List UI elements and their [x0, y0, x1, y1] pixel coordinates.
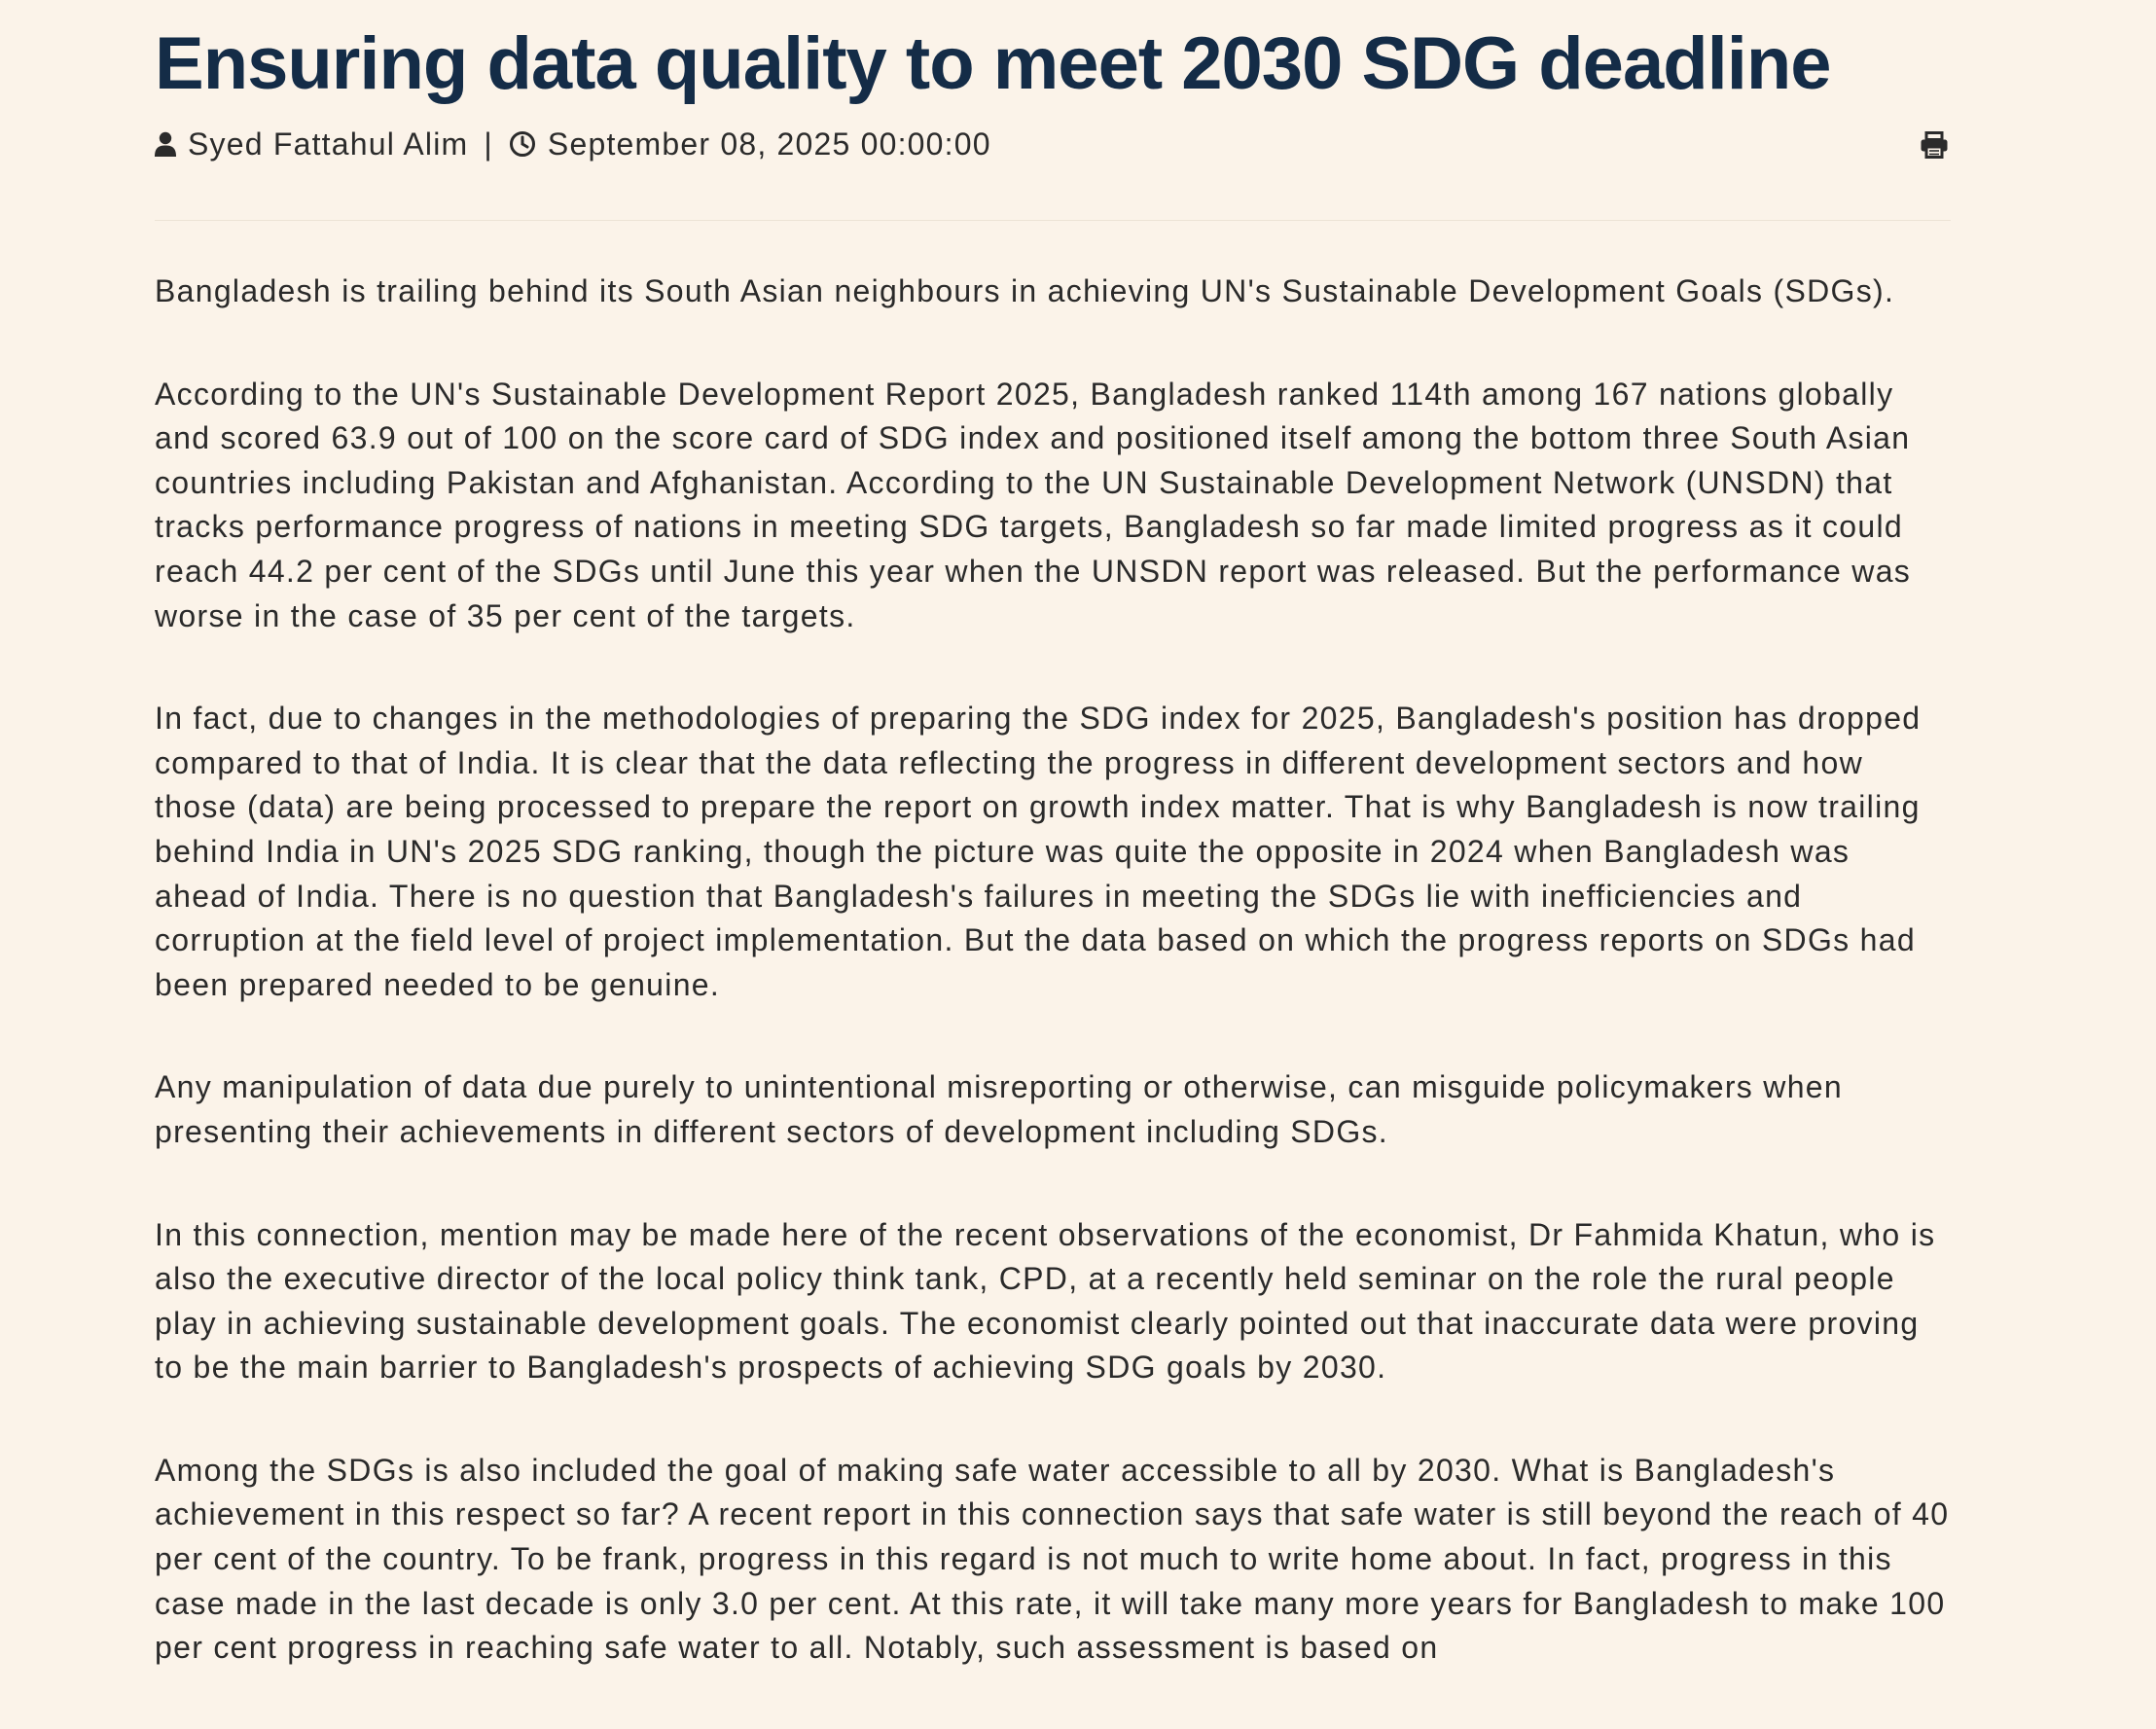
article-meta: [155, 125, 1951, 163]
article-body: [155, 270, 1951, 1671]
article-paragraph: In fact, due to changes in the methodologies of preparing the SDG index for 2025, Bangladesh's position has dropped compared to that of India. It is clear that the data reflecting the progress in different development sectors and how those (data) are being processed to prepare the report on growth index matter. That is why Bangladesh is now trailing behind India in UN's 2025 SDG ranking, though the picture was quite the opposite in 2024 when Bangladesh was ahead of India. There is no question that Bangladesh's failures in meeting the SDGs lie with inefficiencies and corruption at the field level of project implementation. But the data based on which the progress reports on SDGs had been prepared needed to be genuine.: [155, 701, 1922, 1002]
article-paragraph: Any manipulation of data due purely to unintentional misreporting or otherwise, can misguide policymakers when presenting their achievements in different sectors of development including SDGs.: [155, 1069, 1843, 1149]
article-paragraph: Among the SDGs is also included the goal of making safe water accessible to all by 2030. What is Bangladesh's achievement in this respect so far? A recent report in this connection says that safe water is still beyond the reach of 40 per cent of the country. To be frank, progress in this regard is not much to write home about. In fact, progress in this case made in the last decade is only 3.0 per cent. At this rate, it will take many more years for Bangladesh to make 100 per cent progress in reaching safe water to all. Notably, such assessment is based on: [155, 1452, 1950, 1666]
meta-divider: [155, 220, 1951, 221]
publish-datetime: September 08, 2025 00:00:00: [547, 126, 991, 162]
clock-icon: [509, 130, 536, 158]
author-name[interactable]: Syed Fattahul Alim: [188, 126, 469, 162]
user-icon: [155, 131, 176, 157]
print-icon: [1920, 131, 1949, 159]
article-paragraph: According to the UN's Sustainable Development Report 2025, Bangladesh ranked 114th among 167 nations globally and scored 63.9 out of 100 on the score card of SDG index and positioned itself among the bottom three South Asian countries including Pakistan and Afghanistan. According to the UN Sustainable Development Network (UNSDN) that tracks performance progress of nations in meeting SDG targets, Bangladesh so far made limited progress as it could reach 44.2 per cent of the SDGs until June this year when the UNSDN report was released. But the performance was worse in the case of 35 per cent of the targets.: [155, 376, 1912, 633]
article-paragraph: In this connection, mention may be made here of the recent observations of the economist, Dr Fahmida Khatun, who is also the executive director of the local policy think tank, CPD, at a recently held seminar on the role the rural people play in achieving sustainable development goals. The economist clearly pointed out that inaccurate data were proving to be the main barrier to Bangladesh's prospects of achieving SDG goals by 2030.: [155, 1216, 1936, 1386]
article: [155, 0, 1951, 1729]
article-paragraph: Bangladesh is trailing behind its South Asian neighbours in achieving UN's Sustainable Development Goals (SDGs).: [155, 273, 1895, 308]
meta-separator: |: [484, 126, 493, 162]
print-button[interactable]: [1918, 128, 1951, 162]
article-title: Ensuring data quality to meet 2030 SDG deadline: [155, 22, 1831, 105]
